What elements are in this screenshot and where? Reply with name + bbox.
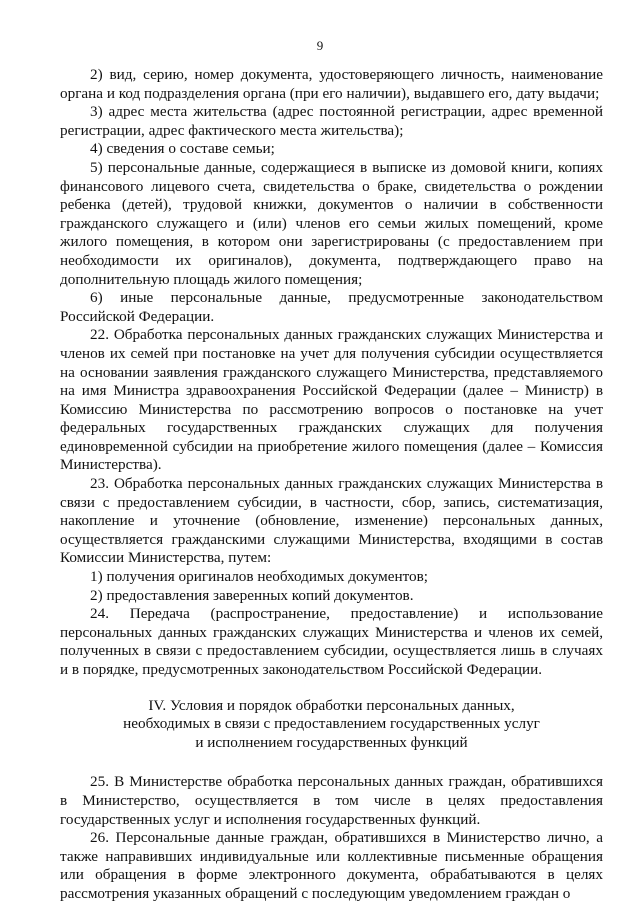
paragraph: 5) персональные данные, содержащиеся в выписке из домовой книги, копиях финансового лицевого счета, свидетельства о браке, свидетельства о рождении ребенка (детей), трудовой книжки, документов о наличии в собственности гражданского служащего и (или) членов его семьи жилых помещений, кроме жилого помещения, в котором они зарегистрированы (с предоставлением при необходимости их оригиналов), документа, подтверждающего право на дополнительную площадь жилого помещения; <box>60 158 603 288</box>
page-number: 9 <box>316 38 324 53</box>
paragraph: 26. Персональные данные граждан, обратившихся в Министерство лично, а также направивших индивидуальные или коллективные письменные обращения или обращения в форме электронного документа, обрабатываются в целях рассмотрения указанных обращений с последующим уведомлением граждан о <box>60 829 603 902</box>
paragraph: 23. Обработка персональных данных гражданских служащих Министерства в связи с предоставлением субсидии, в частности, сбор, запись, систематизация, накопление и уточнение (обновление, изменение) персональных данных, осуществляется гражданскими служащими Министерства, входящими в состав Комиссии Министерства, путем: <box>60 475 603 567</box>
paragraph: 2) предоставления заверенных копий документов. <box>90 586 414 604</box>
paragraph: 6) иные персональные данные, предусмотренные законодательством Российской Федерации. <box>60 289 603 325</box>
section-heading-line: необходимых в связи с предоставлением государственных услуг <box>123 715 540 733</box>
section-heading <box>60 697 603 753</box>
section-heading-line: и исполнением государственных функций <box>195 733 468 751</box>
paragraph: 22. Обработка персональных данных гражданских служащих Министерства и членов их семей при постановке на учет для получения субсидии осуществляется на основании заявления гражданского служащего Министерства, представляемого на имя Министра здравоохранения Российской Федерации (далее – Министр) в Комиссию Министерства по рассмотрению вопросов о постановке на учет федеральных государственных гражданских служащих для получения единовременной субсидии на приобретение жилого помещения (далее – Комиссия Министерства). <box>60 326 603 474</box>
paragraph: 1) получения оригиналов необходимых документов; <box>90 568 428 586</box>
paragraph: 4) сведения о составе семьи; <box>90 140 275 158</box>
document-body <box>60 66 603 904</box>
paragraph: 24. Передача (распространение, предоставление) и использование персональных данных гражданских служащих Министерства и членов их семей, полученных в связи с предоставлением субсидии, осуществляется лишь в случаях и в порядке, предусмотренных законодательством Российской Федерации. <box>60 605 603 678</box>
section-heading-line: IV. Условия и порядок обработки персональных данных, <box>148 696 515 714</box>
paragraph: 3) адрес места жительства (адрес постоянной регистрации, адрес временной регистрации, адрес фактического места жительства); <box>60 103 603 139</box>
paragraph: 25. В Министерстве обработка персональных данных граждан, обратившихся в Министерство, осуществляется в том числе в целях предоставления государственных услуг и исполнения государственных функций. <box>60 773 603 828</box>
paragraph: 2) вид, серию, номер документа, удостоверяющего личность, наименование органа и код подразделения органа (при его наличии), выдавшего его, дату выдачи; <box>60 66 603 102</box>
